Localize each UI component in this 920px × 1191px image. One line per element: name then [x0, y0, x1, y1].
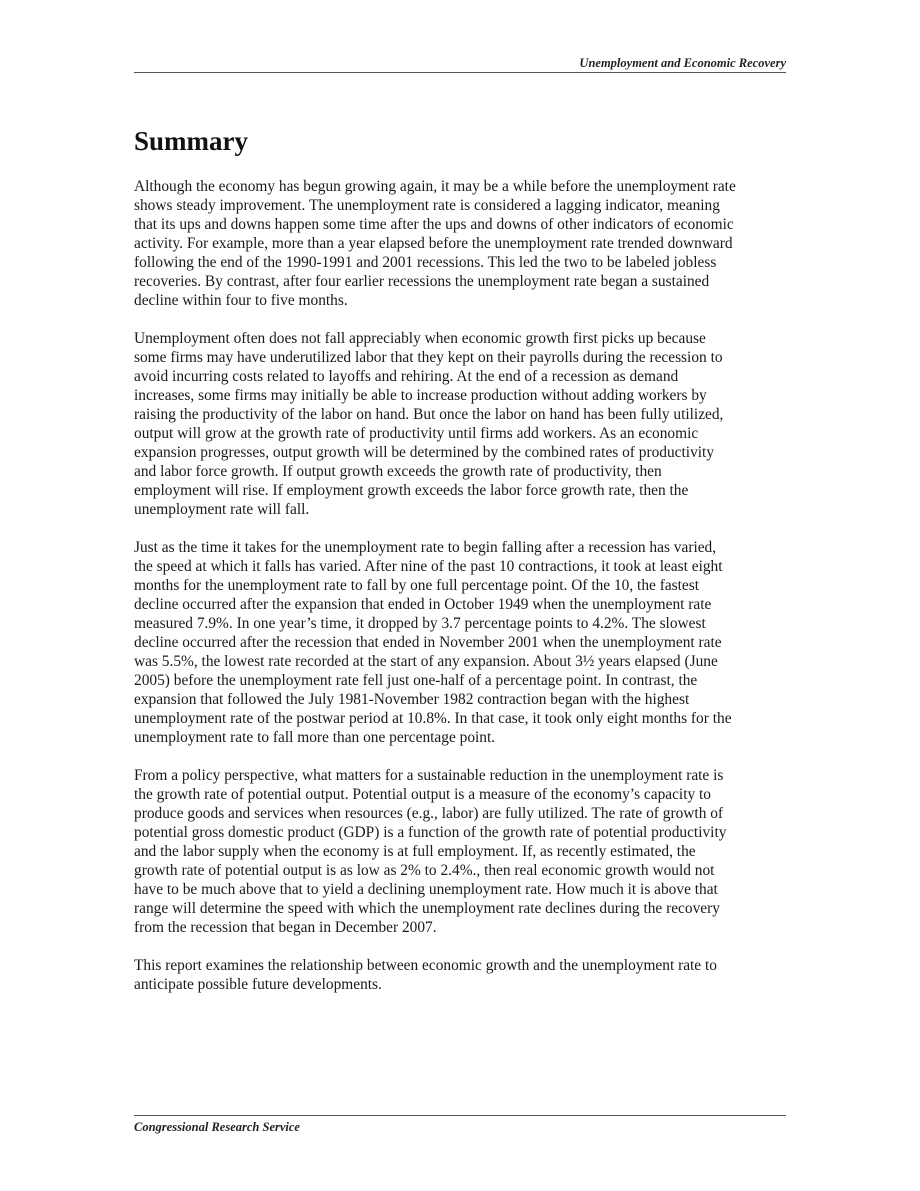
- paragraph: Although the economy has begun growing again, it may be a while before the unemployment rate shows steady improvement. The unemployment rate is considered a lagging indicator, meaning that its ups and downs happen some time after the ups and downs of other indicators of economic activity. For example, more than a year elapsed before the unemployment rate trended downward following the end of the 1990-1991 and 2001 recessions. This led the two to be labeled jobless recoveries. By contrast, after four earlier recessions the unemployment rate began a sustained decline within four to five months.: [134, 178, 736, 309]
- paragraph: Just as the time it takes for the unemployment rate to begin falling after a recession has varied, the speed at which it falls has varied. After nine of the past 10 contractions, it took at least eight months for the unemployment rate to fall by one full percentage point. Of the 10, the fastest decline occurred after the expansion that ended in October 1949 when the unemployment rate measured 7.9%. In one year’s time, it dropped by 3.7 percentage points to 4.2%. The slowest decline occurred after the recession that ended in November 2001 when the unemployment rate was 5.5%, the lowest rate recorded at the start of any expansion. About 3½ years elapsed (June 2005) before the unemployment rate fell just one-half of a percentage point. In contrast, the expansion that followed the July 1981-November 1982 contraction began with the highest unemployment rate of the postwar period at 10.8%. In that case, it took only eight months for the unemployment rate to fall more than one percentage point.: [134, 539, 732, 746]
- paragraph: Unemployment often does not fall appreciably when economic growth first picks up because some firms may have underutilized labor that they kept on their payrolls during the recession to avoid incurring costs related to layoffs and rehiring. At the end of a recession as demand increases, some firms may initially be able to increase production without adding workers by raising the productivity of the labor on hand. But once the labor on hand has been fully utilized, output will grow at the growth rate of productivity until firms add workers. As an economic expansion progresses, output growth will be determined by the combined rates of productivity and labor force growth. If output growth exceeds the growth rate of productivity, then employment will rise. If employment growth exceeds the labor force growth rate, then the unemployment rate will fall.: [134, 330, 724, 518]
- header-rule: [134, 72, 786, 73]
- footer-rule: [134, 1115, 786, 1116]
- running-header: Unemployment and Economic Recovery: [579, 56, 786, 70]
- paragraph: From a policy perspective, what matters for a sustainable reduction in the unemployment rate is the growth rate of potential output. Potential output is a measure of the economy’s capacity to produce goods and services when resources (e.g., labor) are fully utilized. The rate of growth of potential gross domestic product (GDP) is a function of the growth rate of potential productivity and the labor supply when the economy is at full employment. If, as recently estimated, the growth rate of potential output is as low as 2% to 2.4%., then real economic growth would not have to be much above that to yield a declining unemployment rate. How much it is above that range will determine the speed with which the unemployment rate declines during the recovery from the recession that began in December 2007.: [134, 767, 727, 936]
- page-title: Summary: [134, 126, 248, 156]
- paragraph: This report examines the relationship between economic growth and the unemployment rate to anticipate possible future developments.: [134, 957, 717, 993]
- summary-body: [134, 177, 786, 1013]
- running-footer: Congressional Research Service: [134, 1120, 300, 1134]
